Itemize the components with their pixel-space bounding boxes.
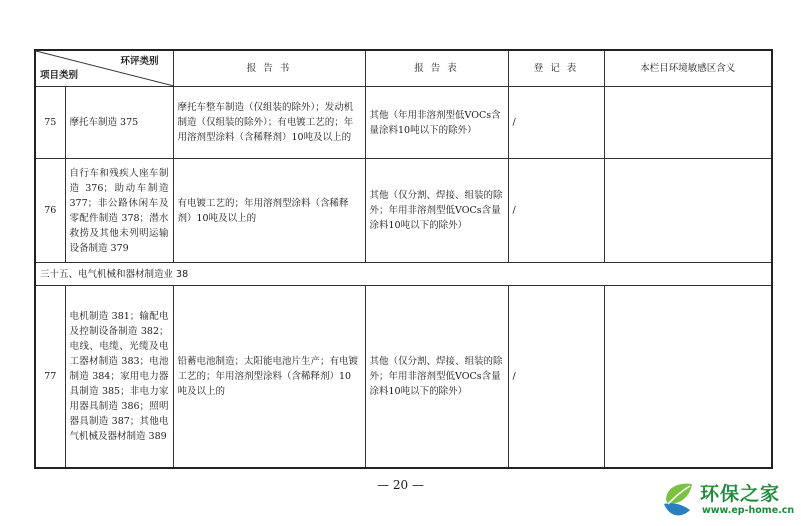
leaf-logo-icon: [660, 478, 700, 522]
report-book-cell: 摩托车整车制造（仅组装的除外）；发动机制造（仅组装的除外）；有电镀工艺的；年用溶剂型涂料（含稀释剂）10吨及以上的: [173, 87, 365, 159]
logo-brand-text: 环保之家: [700, 483, 781, 505]
table-row: [35, 159, 772, 263]
row-number: 77: [35, 286, 65, 468]
col-sensitive-area: 本栏目环境敏感区含义: [604, 50, 772, 87]
project-name: 摩托车制造 375: [65, 87, 173, 159]
table-row: [35, 286, 772, 468]
header-row: [35, 50, 772, 87]
section-title: 三十五、电气机械和器材制造业 38: [35, 263, 772, 286]
section-row: [35, 263, 772, 286]
report-book-cell: 铅蓄电池制造；太阳能电池片生产；有电镀工艺的；年用溶剂型涂料（含稀释剂）10吨及以上的: [173, 286, 365, 468]
sensitive-area-cell: [604, 87, 772, 159]
report-book-cell: 有电镀工艺的；年用溶剂型涂料（含稀释剂）10吨及以上的: [173, 159, 365, 263]
regulation-table: [34, 49, 773, 469]
col-report-form: 报 告 表: [365, 50, 508, 87]
project-category-label: 项目类别: [40, 70, 79, 81]
sensitive-area-cell: [604, 286, 772, 468]
row-number: 76: [35, 159, 65, 263]
registration-cell: /: [508, 159, 604, 263]
row-number: 75: [35, 87, 65, 159]
col-registration: 登 记 表: [508, 50, 604, 87]
table-row: [35, 87, 772, 159]
diagonal-header-cell: [35, 50, 173, 87]
col-report-book: 报 告 书: [173, 50, 365, 87]
report-form-cell: 其他（仅分割、焊接、组装的除外；年用非溶剂型低VOCs含量涂料10吨以下的除外）: [365, 286, 508, 468]
ep-home-logo: [660, 478, 800, 522]
registration-cell: /: [508, 87, 604, 159]
sensitive-area-cell: [604, 159, 772, 263]
logo-url-text: www.ep-home.cn: [702, 505, 795, 516]
report-form-cell: 其他（年用非溶剂型低VOCs含量涂料10吨以下的除外）: [365, 87, 508, 159]
report-form-cell: 其他（仅分割、焊接、组装的除外；年用非溶剂型低VOCs含量涂料10吨以下的除外）: [365, 159, 508, 263]
page-number: — 20 —: [377, 478, 424, 492]
registration-cell: /: [508, 286, 604, 468]
project-name: 自行车和残疾人座车制造 376；助动车制造 377；非公路休闲车及零配件制造 378；潜水救捞及其他未列明运输设备制造 379: [65, 159, 173, 263]
project-name: 电机制造 381；输配电及控制设备制造 382；电线、电缆、光缆及电工器材制造 383；电池制造 384；家用电力器具制造 385；非电力家用器具制造 386；照明器具制造 387；其他电气机械及器材制造 389: [65, 286, 173, 468]
eia-category-label: 环评类别: [120, 56, 159, 67]
